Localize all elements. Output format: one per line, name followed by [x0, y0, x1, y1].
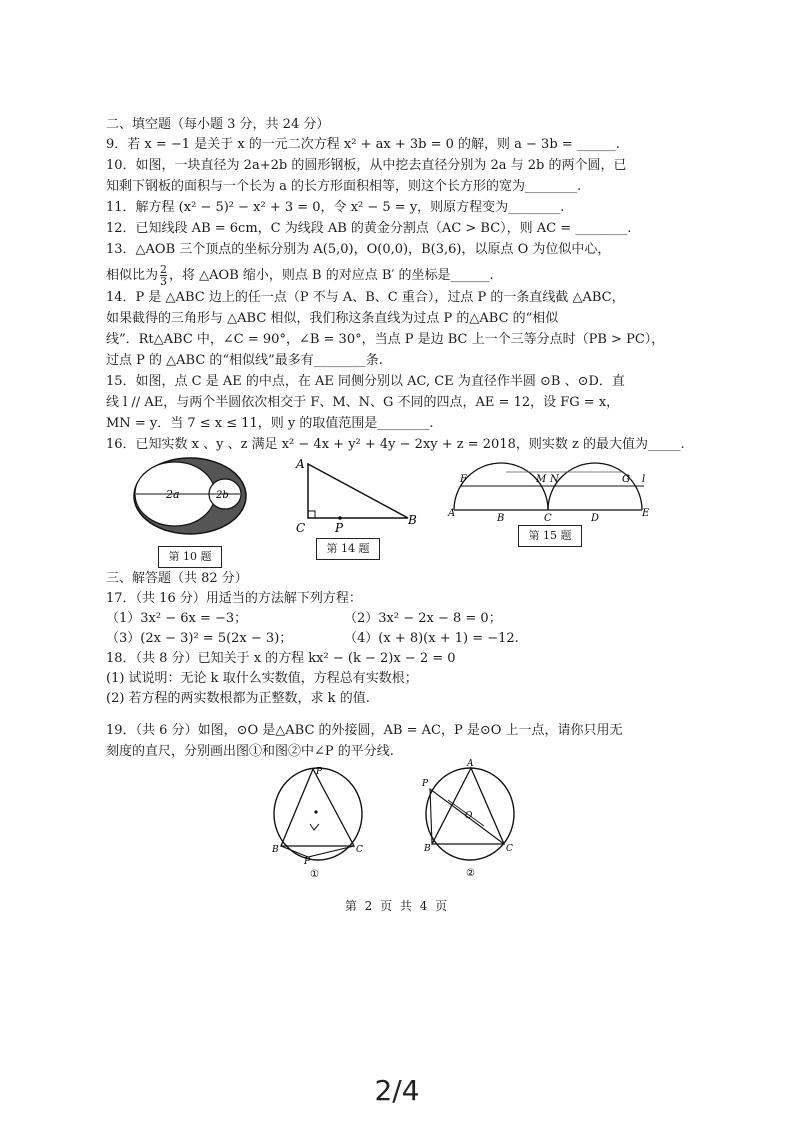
label-F: F: [460, 474, 467, 485]
question-14-line1: 14．P 是 △ABC 边上的任一点（P 不与 A、B、C 重合），过点 P 的一条直线截 △ABC，: [106, 290, 625, 305]
section2-heading: 二、填空题（每小题 3 分，共 24 分）: [106, 117, 330, 132]
figure-label-2: ②: [466, 868, 475, 879]
label-C: C: [506, 844, 513, 854]
label-E: E: [642, 508, 650, 519]
question-11: 11．解方程 (x² − 5)² − x² + 3 = 0，令 x² − 5 = y，则原方程变为________.: [106, 200, 565, 215]
section3-heading: 三、解答题（共 82 分）: [106, 571, 248, 586]
triangle-abc: [308, 464, 408, 518]
question-17-part1: （1）3x² − 6x = −3；: [106, 611, 248, 626]
question-18: 18．（共 8 分）已知关于 x 的方程 kx² − (k − 2)x − 2 = 0: [106, 651, 456, 666]
triangle-abc: [432, 768, 504, 844]
question-13-line2: [106, 264, 686, 287]
label-2a: 2a: [166, 488, 180, 501]
label-B: B: [408, 513, 417, 527]
figure-10-caption: 第 10 题: [158, 546, 222, 568]
label-O: O: [465, 811, 473, 821]
label-A: A: [467, 759, 474, 769]
figure-label-1: ①: [310, 869, 319, 880]
triangle-abc: [281, 769, 354, 846]
fraction-denominator: 3: [160, 275, 168, 288]
similarity-ratio-fraction: [160, 264, 167, 287]
question-14-line4: 过点 P 的 △ABC 的“相似线”最多有________条.: [106, 353, 383, 368]
label-P: P: [335, 521, 344, 535]
question-13-line1: 13．△AOB 三个顶点的坐标分别为 A(5,0)，O(0,0)，B(3,6)，以原点 O 为位似中心，: [106, 242, 611, 257]
figure-15: [446, 460, 656, 522]
label-D: D: [591, 513, 600, 522]
figure-19-2: [418, 756, 528, 880]
question-14-line3: 线”．Rt△ABC 中，∠C = 90°，∠B = 30°，当点 P 是边 BC 上一个三等分点时（PB > PC），: [106, 332, 665, 347]
label-l: l: [642, 474, 646, 485]
label-C: C: [296, 521, 306, 535]
label-2b: 2b: [216, 490, 229, 501]
page-footer: 第 2 页 共 4 页: [344, 899, 450, 913]
point-p-dot: [338, 516, 342, 520]
q13-suffix: ，将 △AOB 缩小，则点 B 的对应点 B′ 的坐标是______.: [169, 268, 494, 283]
label-C: C: [544, 513, 552, 522]
question-14-line2: 如果截得的三角形与 △ABC 相似，我们称这条直线为过点 P 的△ABC 的“相似: [106, 311, 559, 326]
question-17-part4: （4）(x + 8)(x + 1) = −12.: [344, 631, 519, 646]
question-10-line2: 知剩下钢板的面积与一个长为 a 的长方形面积相等，则这个长方形的宽为________.: [106, 179, 582, 194]
construction-mark: [310, 824, 319, 830]
label-B: B: [272, 845, 279, 855]
label-M: M: [536, 474, 547, 485]
figure-14-caption: 第 14 题: [316, 538, 380, 560]
page-indicator: 2/4: [374, 1074, 420, 1107]
label-B: B: [424, 844, 431, 854]
question-16: 16．已知实数 x 、y 、z 满足 x² − 4x + y² + 4y − 2xy + z = 2018，则实数 z 的最大值为_____.: [106, 437, 685, 452]
label-A: A: [448, 508, 456, 519]
label-A: A: [296, 457, 305, 471]
fraction-numerator: 2: [160, 263, 168, 276]
label-P: P: [422, 779, 429, 789]
question-15-line3: MN = y．当 7 ≤ x ≤ 11，则 y 的取值范围是________.: [106, 416, 434, 431]
question-19-line2: 刻度的直尺，分别画出图①和图②中∠P 的平分线.: [106, 744, 394, 759]
label-C: C: [356, 845, 363, 855]
question-17-part3: （3）(2x − 3)² = 5(2x − 3)；: [106, 631, 293, 646]
question-17: 17．（共 16 分）用适当的方法解下列方程：: [106, 591, 362, 606]
figure-19-1: [266, 764, 376, 880]
q13-prefix: 相似比为: [106, 268, 159, 283]
right-angle-mark: [308, 511, 315, 518]
figure-10: [130, 456, 250, 546]
figure-15-caption: 第 15 题: [518, 525, 582, 547]
question-15-line1: 15．如图，点 C 是 AE 的中点，在 AE 同侧分别以 AC, CE 为直径作半圆 ⊙B 、⊙D．直: [106, 374, 625, 389]
question-10-line1: 10．如图，一块直径为 2a+2b 的圆形钢板，从中挖去直径分别为 2a 与 2b 的两个圆，已: [106, 158, 627, 173]
label-P-bottom: P: [304, 857, 311, 867]
question-17-part2: （2）3x² − 2x − 8 = 0；: [344, 611, 502, 626]
label-G: G: [622, 474, 630, 485]
question-18-part2: (2) 若方程的两实数根都为正整数，求 k 的值.: [106, 691, 370, 706]
question-9: 9．若 x = −1 是关于 x 的一元二次方程 x² + ax + 3b = 0 的解，则 a − 3b = ______.: [106, 137, 620, 152]
question-15-line2: 线 l // AE，与两个半圆依次相交于 F、M、N、G 不同的四点，AE = 12，设 FG = x，: [106, 395, 620, 410]
center-dot: [314, 810, 317, 813]
figure-14: [290, 452, 425, 537]
label-B: B: [497, 513, 505, 522]
question-12: 12．已知线段 AB = 6cm，C 为线段 AB 的黄金分割点（AC > BC），则 AC = ________.: [106, 221, 632, 236]
question-18-part1: (1) 试说明：无论 k 取什么实数值，方程总有实数根；: [106, 671, 418, 686]
question-19-line1: 19．（共 6 分）如图，⊙O 是△ABC 的外接圆，AB = AC，P 是⊙O 上一点，请你只用无: [106, 723, 623, 738]
label-P-top: P: [316, 767, 323, 777]
label-N: N: [550, 474, 559, 485]
